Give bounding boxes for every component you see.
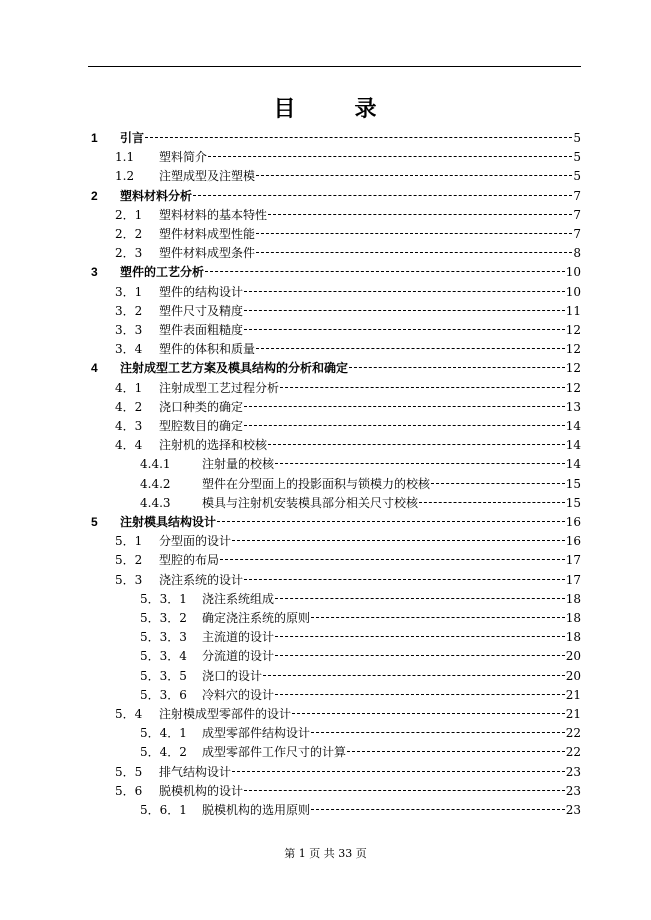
toc-entry-number: 5．3	[115, 572, 143, 587]
toc-entry[interactable]	[115, 283, 581, 302]
toc-entry-number: 5．2	[115, 553, 143, 568]
toc-entry[interactable]	[115, 167, 581, 186]
toc-dot-leader	[205, 271, 565, 272]
toc-entry-title: 脱模机构的选用原则	[202, 803, 311, 817]
toc-dot-leader	[311, 732, 565, 733]
toc-entry-title: 塑件表面粗糙度	[159, 323, 244, 337]
toc-entry[interactable]	[91, 187, 581, 206]
toc-entry-page: 11	[565, 303, 581, 318]
toc-entry-title: 注射模成型零部件的设计	[159, 707, 292, 721]
toc-entry-page: 18	[565, 591, 581, 606]
toc-entry-title: 引言	[120, 131, 145, 145]
toc-row	[0, 667, 651, 686]
toc-entry-page: 5	[573, 150, 581, 165]
toc-dot-leader	[256, 252, 572, 253]
toc-row	[0, 244, 651, 263]
toc-row	[0, 782, 651, 801]
toc-row	[0, 724, 651, 743]
toc-entry[interactable]	[115, 705, 581, 724]
toc-row	[0, 398, 651, 417]
toc-entry-number: 4．2	[115, 399, 143, 414]
toc-entry-number: 5	[91, 515, 98, 529]
toc-entry[interactable]	[140, 609, 581, 628]
toc-entry-number: 5．1	[115, 534, 143, 549]
toc-dot-leader	[275, 636, 565, 637]
toc-row	[0, 763, 651, 782]
toc-row	[0, 206, 651, 225]
toc-row	[0, 513, 651, 532]
toc-entry-number: 2	[91, 188, 98, 203]
toc-entry[interactable]	[115, 302, 581, 321]
toc-entry[interactable]	[115, 148, 581, 167]
toc-entry-page: 17	[565, 572, 581, 587]
toc-entry-page: 16	[565, 534, 581, 549]
toc-dot-leader	[145, 137, 572, 138]
toc-dot-leader	[419, 502, 565, 503]
toc-entry-page: 7	[573, 227, 581, 241]
toc-row	[0, 302, 651, 321]
toc-entry-title: 注射成型工艺方案及模具结构的分析和确定	[120, 361, 349, 376]
toc-entry-title: 成型零部件结构设计	[202, 726, 311, 741]
toc-row	[0, 475, 651, 494]
toc-entry-page: 16	[565, 515, 581, 529]
toc-entry-number: 2．1	[115, 207, 143, 222]
toc-entry-page: 18	[565, 630, 581, 645]
toc-entry-title: 塑件的工艺分析	[120, 265, 205, 280]
toc-dot-leader	[268, 444, 565, 445]
toc-entry[interactable]	[115, 244, 581, 263]
toc-entry-page: 8	[573, 246, 581, 261]
toc-row	[0, 609, 651, 628]
toc-entry-title: 主流道的设计	[202, 630, 275, 645]
toc-row	[0, 494, 651, 513]
toc-entry-title: 塑件材料成型性能	[159, 227, 256, 241]
toc-dot-leader	[256, 348, 565, 349]
toc-entry-number: 2．3	[115, 246, 143, 261]
toc-entry-page: 12	[565, 380, 581, 395]
toc-entry[interactable]	[115, 763, 581, 782]
toc-dot-leader	[244, 329, 565, 330]
toc-dot-leader	[280, 387, 565, 388]
toc-row	[0, 167, 651, 186]
toc-entry-number: 4.4.3	[140, 495, 171, 510]
toc-entry-number: 4．1	[115, 380, 143, 395]
toc-entry-page: 5	[573, 131, 581, 145]
toc-row	[0, 551, 651, 570]
toc-row	[0, 571, 651, 590]
page-footer: 第 1 页 共 33 页	[284, 847, 367, 860]
toc-entry[interactable]	[115, 340, 581, 359]
toc-dot-leader	[217, 521, 565, 522]
toc-entry-page: 21	[565, 707, 581, 721]
toc-entry-title: 塑件尺寸及精度	[159, 303, 244, 318]
toc-dot-leader	[275, 655, 565, 656]
toc-row	[0, 263, 651, 282]
toc-entry-number: 4.4.1	[140, 457, 171, 472]
toc-entry-number: 5．6	[115, 783, 143, 798]
toc-dot-leader	[275, 694, 565, 695]
toc-entry[interactable]	[140, 455, 581, 474]
toc-entry-number: 1.2	[115, 169, 135, 184]
toc-dot-leader	[208, 156, 572, 157]
toc-entry[interactable]	[115, 398, 581, 417]
toc-entry-number: 5．6．1	[140, 803, 187, 817]
toc-entry-title: 型腔数目的确定	[159, 419, 244, 433]
toc-dot-leader	[193, 195, 572, 196]
toc-dot-leader	[220, 559, 565, 560]
toc-entry-number: 3．1	[115, 284, 143, 299]
toc-entry-page: 10	[565, 265, 581, 280]
toc-entry-title: 浇口种类的确定	[159, 399, 244, 414]
toc-entry-title: 塑件材料成型条件	[159, 246, 256, 261]
toc-entry-page: 18	[565, 611, 581, 625]
toc-entry[interactable]	[140, 475, 581, 494]
toc-dot-leader	[349, 367, 565, 368]
toc-entry-page: 15	[565, 495, 581, 510]
toc-entry-title: 注射机的选择和校核	[159, 438, 268, 453]
toc-entry-title: 模具与注射机安装模具部分相关尺寸校核	[202, 495, 419, 510]
toc-entry-title: 浇注系统组成	[202, 591, 275, 606]
toc-entry[interactable]	[140, 647, 581, 666]
toc-entry[interactable]	[140, 724, 581, 743]
toc-entry[interactable]	[140, 743, 581, 762]
toc-entry[interactable]	[115, 571, 581, 590]
toc-entry-number: 5．4．1	[140, 726, 187, 741]
toc-row	[0, 455, 651, 474]
toc-entry[interactable]	[115, 782, 581, 801]
toc-row	[0, 148, 651, 167]
toc-row	[0, 532, 651, 551]
toc-entry-title: 塑件的结构设计	[159, 284, 244, 299]
toc-row	[0, 590, 651, 609]
toc-entry-title: 注射量的校核	[202, 457, 275, 472]
toc-row	[0, 686, 651, 705]
toc-entry-title: 浇口的设计	[202, 668, 263, 683]
toc-entry[interactable]	[115, 206, 581, 225]
toc-entry-page: 17	[565, 553, 581, 568]
toc-dot-leader	[244, 406, 565, 407]
toc-entry-title: 注塑成型及注塑模	[159, 169, 256, 184]
toc-entry-number: 4．3	[115, 419, 143, 433]
toc-entry-number: 5．5	[115, 764, 143, 779]
toc-entry-page: 14	[565, 438, 581, 453]
toc-row	[0, 705, 651, 724]
toc-entry-title: 脱模机构的设计	[159, 783, 244, 798]
toc-entry-page: 21	[565, 687, 581, 702]
toc-entry[interactable]	[91, 129, 581, 148]
toc-entry[interactable]	[115, 436, 581, 455]
toc-entry[interactable]	[115, 321, 581, 340]
toc-entry-title: 冷料穴的设计	[202, 687, 275, 702]
toc-entry-title: 分流道的设计	[202, 649, 275, 664]
toc-entry-number: 4	[91, 361, 98, 376]
toc-entry-title: 成型零部件工作尺寸的计算	[202, 745, 347, 760]
header-rule	[88, 66, 581, 67]
toc-entry-number: 5．3．3	[140, 630, 187, 645]
toc-entry-number: 1	[91, 131, 98, 145]
title-char-2: 录	[354, 97, 378, 122]
toc-dot-leader	[256, 233, 572, 234]
toc-entry[interactable]	[140, 686, 581, 705]
toc-entry-number: 5．4	[115, 707, 143, 721]
toc-row	[0, 321, 651, 340]
toc-entry-title: 注射成型工艺过程分析	[159, 380, 280, 395]
toc-dot-leader	[256, 175, 572, 176]
toc-dot-leader	[232, 540, 565, 541]
toc-entry-number: 2．2	[115, 227, 143, 241]
toc-dot-leader	[244, 310, 565, 311]
toc-dot-leader	[292, 713, 565, 714]
toc-dot-leader	[275, 463, 565, 464]
toc-entry-title: 确定浇注系统的原则	[202, 611, 311, 625]
toc-entry-page: 23	[565, 803, 581, 817]
toc-entry[interactable]	[140, 494, 581, 513]
toc-entry-page: 23	[565, 783, 581, 798]
toc-entry-title: 排气结构设计	[159, 764, 232, 779]
toc-entry-page: 7	[573, 188, 581, 203]
toc-entry-number: 4．4	[115, 438, 143, 453]
toc-row	[0, 628, 651, 647]
toc-entry-number: 3．3	[115, 323, 143, 337]
page-title	[0, 92, 651, 123]
toc-entry-number: 5．4．2	[140, 745, 187, 760]
toc-dot-leader	[263, 675, 565, 676]
toc-entry-page: 7	[573, 207, 581, 222]
toc-entry-number: 5．3．1	[140, 591, 187, 606]
toc-entry-number: 5．3．6	[140, 687, 187, 702]
toc-entry-page: 14	[565, 419, 581, 433]
toc-entry[interactable]	[140, 628, 581, 647]
toc-entry-page: 15	[565, 476, 581, 491]
toc-dot-leader	[244, 425, 565, 426]
toc-entry-number: 3．2	[115, 303, 143, 318]
title-char-1: 目	[273, 97, 297, 122]
toc-entry-page: 14	[565, 457, 581, 472]
toc-row	[0, 340, 651, 359]
toc-entry-title: 塑件的体积和质量	[159, 342, 256, 357]
toc-entry[interactable]	[140, 590, 581, 609]
toc-entry-title: 塑件在分型面上的投影面积与锁模力的校核	[202, 476, 431, 491]
toc-entry-page: 12	[565, 342, 581, 357]
toc-row	[0, 359, 651, 378]
toc-dot-leader	[275, 598, 565, 599]
toc-entry-title: 浇注系统的设计	[159, 572, 244, 587]
toc-entry-title: 塑料材料的基本特性	[159, 207, 268, 222]
toc-entry-page: 12	[565, 361, 581, 376]
toc-row	[0, 436, 651, 455]
toc-dot-leader	[311, 617, 565, 618]
toc-entry[interactable]	[115, 225, 581, 244]
toc-entry-title: 注射模具结构设计	[120, 515, 217, 529]
toc-entry[interactable]	[140, 801, 581, 820]
toc-dot-leader	[232, 771, 565, 772]
toc-entry[interactable]	[115, 379, 581, 398]
toc-entry[interactable]	[91, 359, 581, 378]
toc-entry-page: 23	[565, 764, 581, 779]
toc-entry-title: 塑料材料分析	[120, 188, 193, 203]
toc-entry-page: 20	[565, 668, 581, 683]
toc-dot-leader	[244, 579, 565, 580]
toc-entry-page: 22	[565, 726, 581, 741]
toc-row	[0, 647, 651, 666]
toc-entry[interactable]	[91, 513, 581, 532]
toc-entry[interactable]	[91, 263, 581, 282]
toc-entry-page: 5	[573, 169, 581, 184]
toc-row	[0, 417, 651, 436]
toc-entry-page: 13	[565, 399, 581, 414]
toc-entry-page: 12	[565, 323, 581, 337]
toc-entry-number: 4.4.2	[140, 476, 171, 491]
toc-entry-title: 分型面的设计	[159, 534, 232, 549]
toc-dot-leader	[311, 809, 565, 810]
toc-entry-page: 20	[565, 649, 581, 664]
toc-dot-leader	[244, 790, 565, 791]
toc-entry-title: 塑料简介	[159, 150, 208, 165]
toc-entry-number: 5．3．5	[140, 668, 187, 683]
toc-entry[interactable]	[115, 532, 581, 551]
toc-row	[0, 801, 651, 820]
toc-entry-page: 22	[565, 745, 581, 760]
toc-entry[interactable]	[140, 667, 581, 686]
toc-entry-number: 1.1	[115, 150, 135, 165]
toc-row	[0, 129, 651, 148]
toc-entry-title: 型腔的布局	[159, 553, 220, 568]
toc-row	[0, 283, 651, 302]
toc-row	[0, 187, 651, 206]
toc-entry[interactable]	[115, 551, 581, 570]
toc-entry-number: 5．3．4	[140, 649, 187, 664]
toc-entry-number: 5．3．2	[140, 611, 187, 625]
toc-dot-leader	[244, 291, 565, 292]
toc-dot-leader	[268, 214, 572, 215]
toc-entry[interactable]	[115, 417, 581, 436]
toc-row	[0, 743, 651, 762]
toc-row	[0, 379, 651, 398]
toc-entry-number: 3	[91, 265, 98, 280]
toc-row	[0, 225, 651, 244]
toc-dot-leader	[347, 751, 565, 752]
toc-entry-page: 10	[565, 284, 581, 299]
toc-dot-leader	[431, 483, 565, 484]
toc-entry-number: 3．4	[115, 342, 143, 357]
